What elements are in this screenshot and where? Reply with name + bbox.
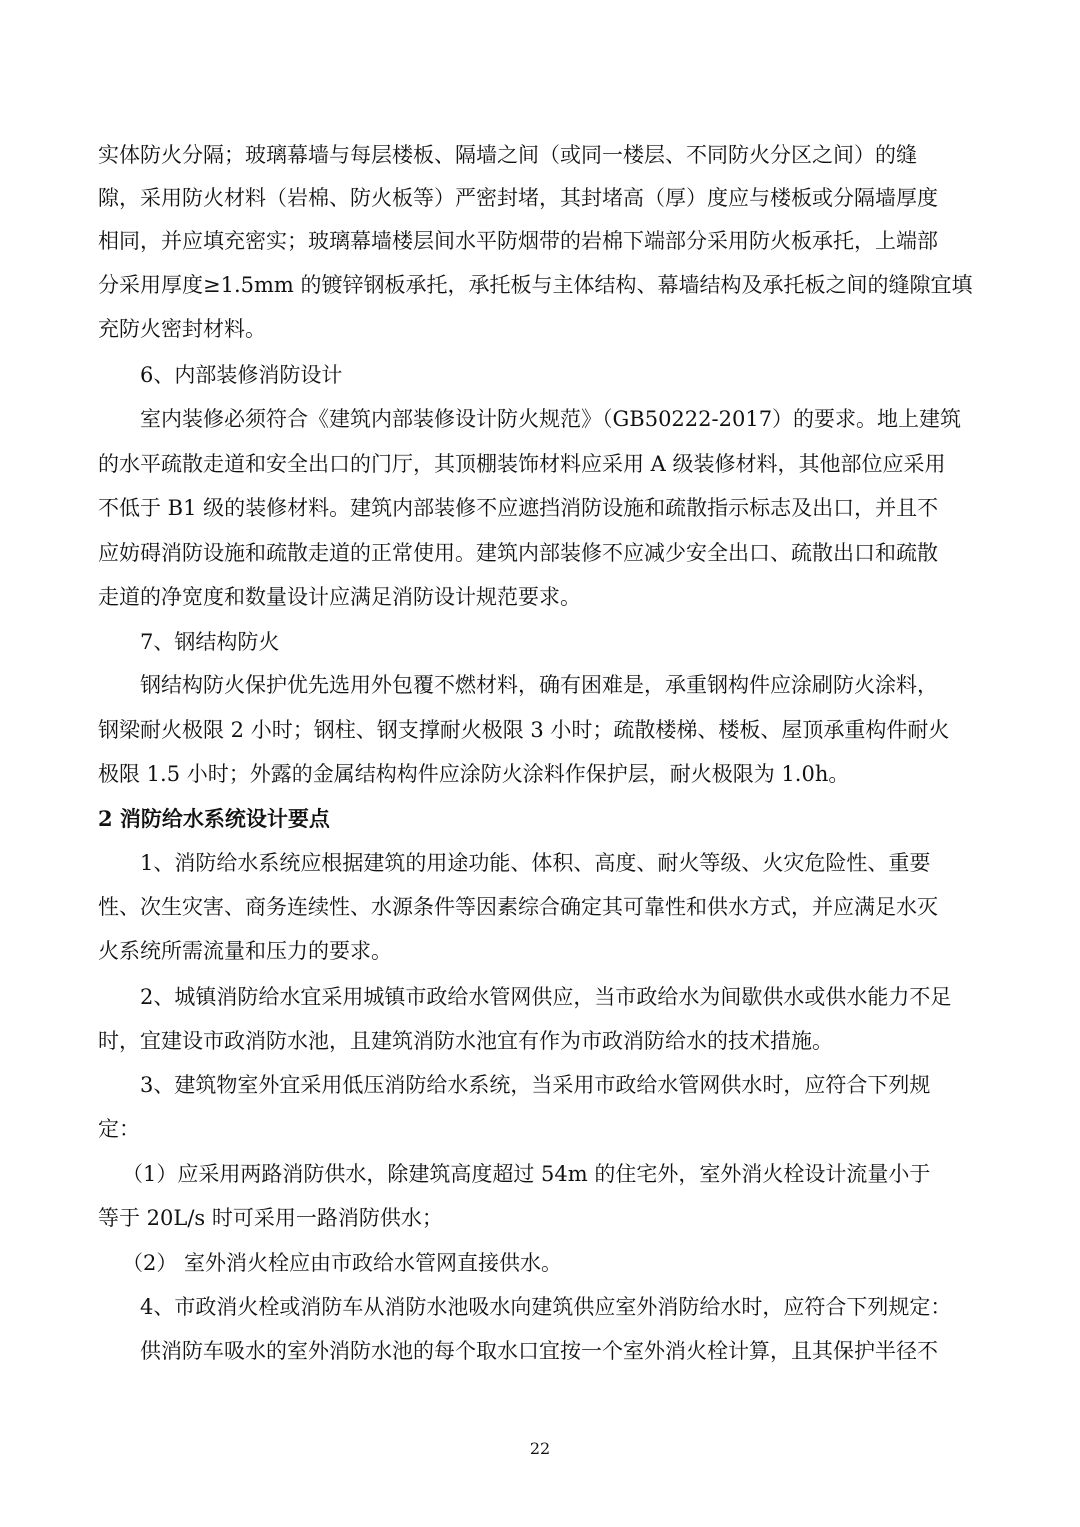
item-heading-7: 7、钢结构防火 — [140, 630, 280, 654]
text-line: 等于 20L/s 时可采用一路消防供水； — [98, 1206, 443, 1230]
text-line: 室内装修必须符合《建筑内部装修设计防火规范》（GB50222-2017）的要求。地上建筑 — [140, 407, 962, 431]
text-line: 火系统所需流量和压力的要求。 — [98, 939, 392, 963]
text-line: 的水平疏散走道和安全出口的门厅，其顶棚装饰材料应采用 A 级装修材料，其他部位应采用 — [98, 452, 946, 476]
page-number: 22 — [529, 1439, 551, 1458]
text-line: 4、市政消火栓或消防车从消防水池吸水向建筑供应室外消防给水时，应符合下列规定： — [140, 1295, 952, 1319]
text-line: 走道的净宽度和数量设计应满足消防设计规范要求。 — [98, 585, 581, 609]
text-line: 2、城镇消防给水宜采用城镇市政给水管网供应，当市政给水为间歇供水或供水能力不足 — [140, 985, 952, 1009]
text-line: 隙，采用防火材料（岩棉、防火板等）严密封堵，其封堵高（厚）度应与楼板或分隔墙厚度 — [98, 186, 938, 210]
item-heading-6: 6、内部装修消防设计 — [140, 363, 343, 387]
text-line: （2） 室外消火栓应由市政给水管网直接供水。 — [122, 1251, 563, 1275]
text-line: 1、消防给水系统应根据建筑的用途功能、体积、高度、耐火等级、火灾危险性、重要 — [140, 851, 931, 875]
text-line: 定： — [98, 1117, 140, 1141]
text-line: 分采用厚度≥1.5mm 的镀锌钢板承托，承托板与主体结构、幕墙结构及承托板之间的缝隙宜填 — [98, 273, 973, 297]
text-line: 钢梁耐火极限 2 小时；钢柱、钢支撑耐火极限 3 小时；疏散楼梯、楼板、屋顶承重构件耐火 — [98, 718, 950, 742]
text-line: 性、次生灾害、商务连续性、水源条件等因素综合确定其可靠性和供水方式，并应满足水灭 — [98, 895, 938, 919]
text-line: 应妨碍消防设施和疏散走道的正常使用。建筑内部装修不应减少安全出口、疏散出口和疏散 — [98, 541, 938, 565]
text-line: 实体防火分隔；玻璃幕墙与每层楼板、隔墙之间（或同一楼层、不同防火分区之间）的缝 — [98, 143, 917, 167]
text-line: 钢结构防火保护优先选用外包覆不燃材料，确有困难是，承重钢构件应涂刷防火涂料， — [140, 673, 938, 697]
text-line: 相同，并应填充密实；玻璃幕墙楼层间水平防烟带的岩棉下端部分采用防火板承托，上端部 — [98, 229, 938, 253]
text-line: 充防火密封材料。 — [98, 317, 266, 341]
text-line: 时，宜建设市政消防水池，且建筑消防水池宜有作为市政消防给水的技术措施。 — [98, 1029, 833, 1053]
text-line: 供消防车吸水的室外消防水池的每个取水口宜按一个室外消火栓计算，且其保护半径不 — [140, 1339, 938, 1363]
text-line: 不低于 B1 级的装修材料。建筑内部装修不应遮挡消防设施和疏散指示标志及出口，并且不 — [98, 496, 939, 520]
text-line: （1）应采用两路消防供水，除建筑高度超过 54m 的住宅外，室外消火栓设计流量小于 — [122, 1162, 931, 1186]
text-line: 3、建筑物室外宜采用低压消防给水系统，当采用市政给水管网供水时，应符合下列规 — [140, 1073, 931, 1097]
text-line: 极限 1.5 小时；外露的金属结构构件应涂防火涂料作保护层，耐火极限为 1.0h。 — [98, 762, 850, 786]
section-heading: 2 消防给水系统设计要点 — [98, 806, 330, 831]
